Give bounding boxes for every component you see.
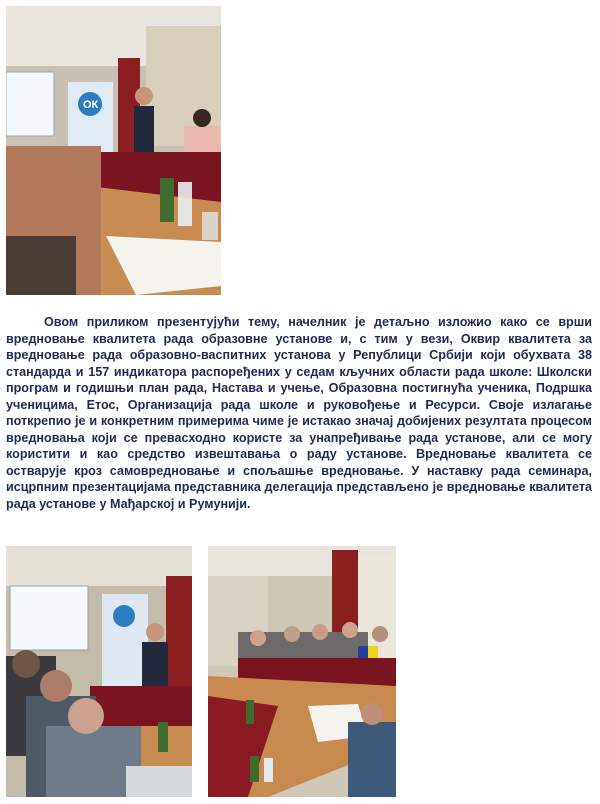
svg-text:ОК: ОК (83, 99, 99, 111)
article-paragraph: Овом приликом презентујући тему, начелник је детаљно изложио како се врши вредновање квалитета рада образовне установе и, с тим у вези, Оквир квалитета за вредновање рада образовно-васпитних установа у Републици Србији који обухвата 38 стандарда и 157 индикатора распоређених у седам кључних области рада школе: Школски програм и годишњи план рада, Настава и учење, Образовна постигнућа ученика, Подршка ученицима, Етос, Организација рада школе и руковођење и Ресурси. Своје излагање поткрепио је и конкретним примерима чиме је истакао значај добијених резултата процесом вредновања који се превасходно користе за унапређивање рада установе, али се могу користити и као средство извештавања о раду установе. Вредновање квалитета се остварује кроз самовредновање и спољашње вредновање. У наставку рада семинара, исцрпним презентацијама представника делегација представљено је вредновање квалитета рада установе у Мађарској и Румунији. (6, 315, 592, 511)
seminar-photo-bottom-right (208, 546, 396, 797)
seminar-photo-bottom-left (6, 546, 192, 797)
seminar-photo-top (6, 6, 221, 295)
